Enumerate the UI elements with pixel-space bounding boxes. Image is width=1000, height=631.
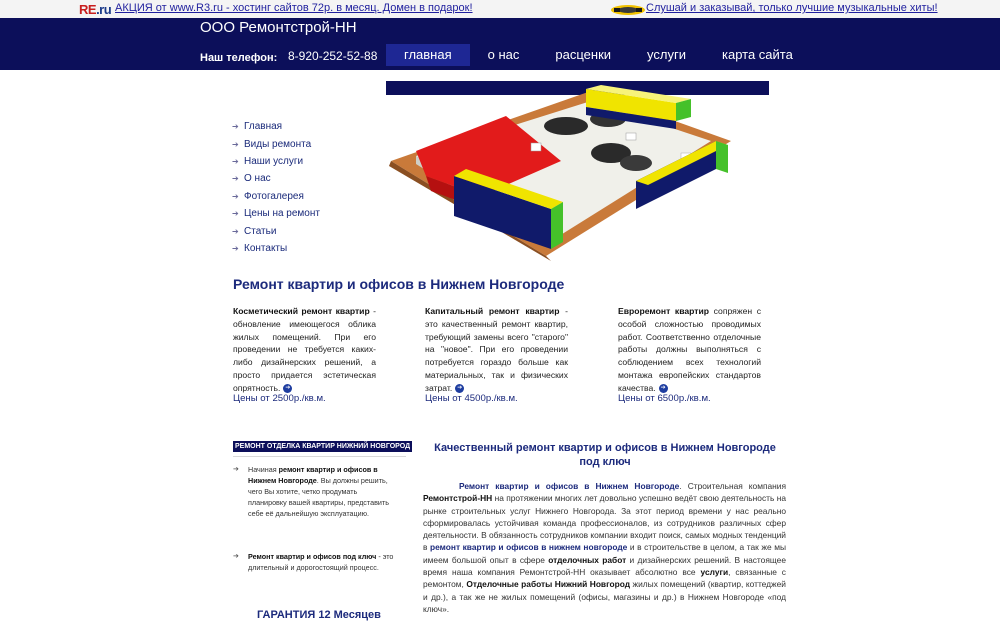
guarantee-heading: ГАРАНТИЯ 12 Месяцев — [257, 609, 381, 621]
arrow-icon: ➔ — [232, 226, 239, 236]
menu-item-about[interactable]: ➔ О нас — [232, 173, 271, 185]
company-name: ООО Ремонтстрой-НН — [200, 19, 357, 36]
arrow-icon: ➔ — [233, 553, 239, 560]
menu-item-prices[interactable]: ➔ Цены на ремонт — [232, 208, 320, 220]
article-body: Ремонт квартир и офисов в Нижнем Новгороде. Строительная компания Ремонтстрой-НН на протяжении многих лет довольно успешно ведёт свою деятельность на рынке строительных услуг Нижнего Новгорода. За этот период времени у нас реально сформировалась устойчивая команда профессионалов, из сотрудников различных сфер деятельности. В обязанность сотрудников компании входит поиск, самых модных тенденций в ремонт квартир и офисов в нижнем новгороде и в строительстве в целом, а так же мы имеем большой опыт в сфере отделочных работ и дизайнерских решений. В настоящее время наша компания Ремонтстрой-НН оказывает абсолютно все услуги, связанные с ремонтом, Отделочные работы Нижний Новгород жилых помещений (квартир, коттеджей и др.), а так же не жилых помещений (офисы, магазины и др.) в Нижнем Новгороде «под ключ». — [423, 481, 786, 614]
re-logo[interactable]: RE.ru — [79, 2, 112, 17]
more-arrow-icon[interactable]: ➔ — [285, 385, 291, 392]
col-heading: Капитальный ремонт квартир — [425, 306, 560, 316]
side-note-start: ➔ Начиная ремонт квартир и офисов в Нижнем Новгороде. Вы должны решить, чего Вы хотите, четко продумать планировку вашей квартиры, представить себе её дальнейшую эксплуатацию. — [233, 465, 389, 518]
hero-bed-illustration — [386, 81, 769, 261]
nav-sitemap[interactable]: карта сайта — [721, 47, 793, 62]
music-ad-icon[interactable] — [610, 3, 646, 16]
arrow-icon: ➔ — [233, 466, 239, 473]
nav-services[interactable]: услуги — [647, 47, 686, 62]
col-text: сопряжен с особой сложностью проводимых работ. Соответственно отделочные работы должны выполняться с соблюдением всех технологий монтажа европейских стандартов качества. — [618, 306, 761, 393]
more-arrow-icon[interactable]: ➔ — [660, 385, 666, 392]
price-capital: Цены от 4500р./кв.м. — [425, 393, 518, 404]
arrow-icon: ➔ — [232, 209, 239, 219]
music-ad-link[interactable]: Слушай и заказывай, только лучшие музыкальные хиты! — [646, 2, 938, 14]
divider — [233, 456, 406, 457]
price-euro: Цены от 6500р./кв.м. — [618, 393, 711, 404]
repair-type-euro — [618, 305, 761, 395]
menu-item-gallery[interactable]: ➔ Фотогалерея — [232, 190, 304, 202]
main-nav — [386, 44, 811, 66]
arrow-icon: ➔ — [232, 243, 239, 253]
page-title: Ремонт квартир и офисов в Нижнем Новгороде — [233, 276, 565, 292]
col-heading: Косметический ремонт квартир — [233, 306, 370, 316]
menu-item-home[interactable]: ➔ Главная — [232, 121, 283, 133]
side-menu — [232, 118, 320, 257]
arrow-icon: ➔ — [232, 174, 239, 184]
arrow-icon: ➔ — [232, 156, 239, 166]
arrow-icon: ➔ — [232, 122, 239, 132]
nav-about[interactable]: о нас — [487, 47, 520, 62]
phone-label: Наш телефон: — [200, 52, 278, 64]
col-text: - это качественный ремонт квартир, требующий замены всего "старого" на "новое". При его проведении потребуется гораздо больше как материальных, так и физических затрат. — [425, 306, 568, 393]
side-note-turnkey: ➔ Ремонт квартир и офисов под ключ - это длительный и дорогостоящий процесс. — [233, 552, 394, 572]
col-text: - обновление имеющегося облика жилых помещений. При его проведении не требуется каких-либо дизайнерских решений, а просто придается эстетическая опрятность. — [233, 306, 376, 393]
nav-prices[interactable]: расценки — [555, 47, 612, 62]
repair-type-capital — [425, 305, 568, 395]
top-ad-strip — [0, 0, 1000, 18]
menu-item-services[interactable]: ➔ Наши услуги — [232, 155, 304, 167]
phone-number: 8-920-252-52-88 — [288, 49, 378, 63]
repair-type-cosmetic — [233, 305, 376, 395]
col-heading: Евроремонт квартир — [618, 306, 710, 316]
arrow-icon: ➔ — [232, 191, 239, 201]
menu-item-articles[interactable]: ➔ Статьи — [232, 225, 277, 237]
menu-item-repair-types[interactable]: ➔ Виды ремонта — [232, 138, 312, 150]
article-title: Качественный ремонт квартир и офисов в Нижнем Новгороде под ключ — [434, 442, 776, 468]
hosting-ad-link[interactable]: АКЦИЯ от www.R3.ru - хостинг сайтов 72р. в месяц. Домен в подарок! — [115, 2, 473, 14]
menu-item-contacts[interactable]: ➔ Контакты — [232, 242, 288, 254]
more-arrow-icon[interactable]: ➔ — [457, 385, 463, 392]
nav-home[interactable]: главная — [386, 44, 470, 66]
price-cosmetic: Цены от 2500р./кв.м. — [233, 393, 326, 404]
side-section-title: РЕМОНТ ОТДЕЛКА КВАРТИР НИЖНИЙ НОВГОРОД — [235, 443, 411, 450]
arrow-icon: ➔ — [232, 139, 239, 149]
